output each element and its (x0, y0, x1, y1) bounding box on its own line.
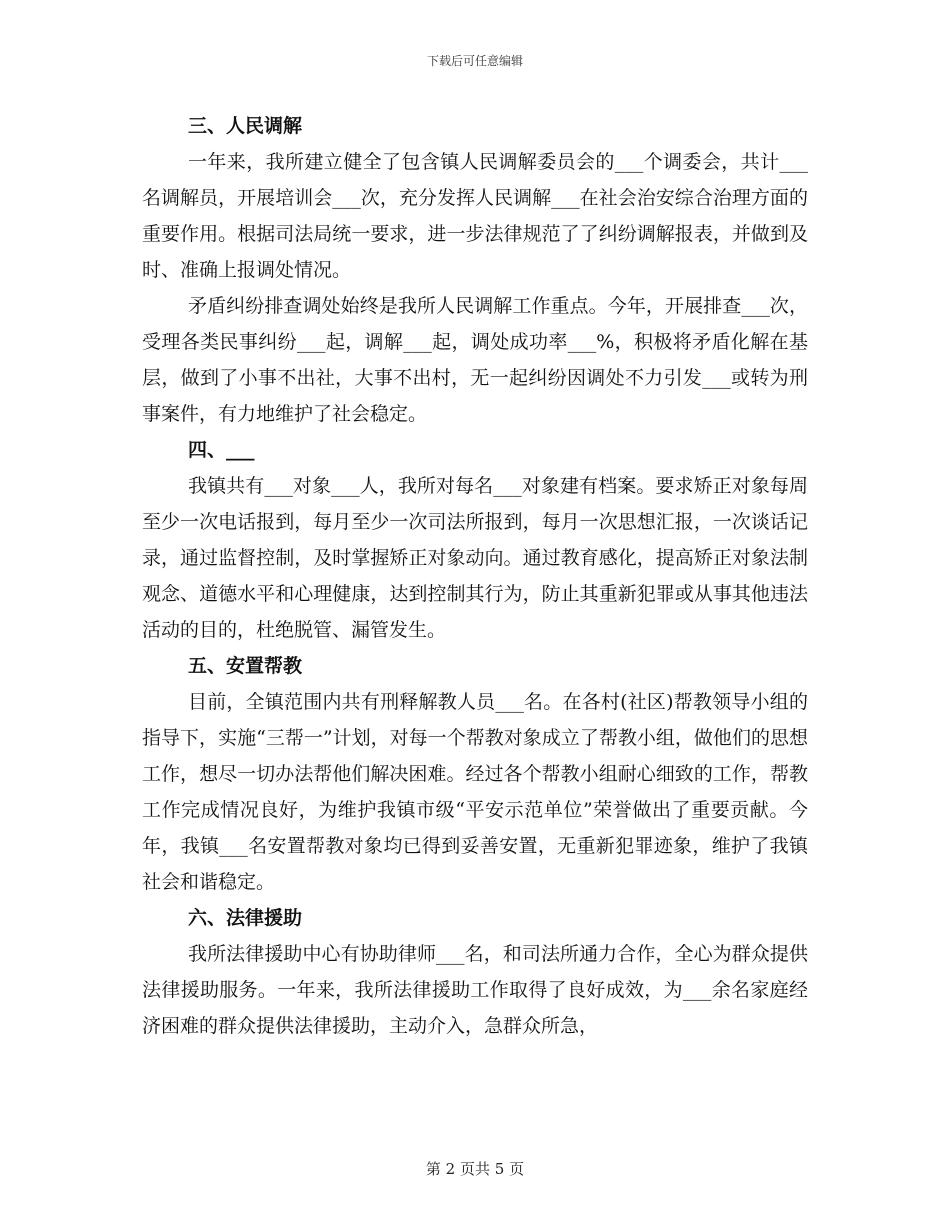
section-heading: 五、安置帮教 (188, 655, 303, 677)
page-footer: 第 2 页共 5 页 (425, 1160, 525, 1178)
paragraph: 目前，全镇范围内共有刑释解教人员___名。在各村(社区)帮教领导小组的指导下，实施“三帮一”计划，对每一个帮教对象成立了帮教小组，做他们的思想工作，想尽一切办法帮他们解决困难。经过各个帮教小组耐心细致的工作，帮教工作完成情况良好，为维护我镇市级“平安示范单位”荣誉做出了重要贡献。今年，我镇___名安置帮教对象均已得到妥善安置，无重新犯罪迹象，维护了我镇社会和谐稳定。 (142, 691, 808, 893)
section-heading: 六、法律援助 (188, 907, 303, 929)
paragraph: 一年来，我所建立健全了包含镇人民调解委员会的___个调委会，共计___名调解员，开展培训会___次，充分发挥人民调解___在社会治安综合治理方面的重要作用。根据司法局统一要求，进一步法律规范了了纠纷调解报表，并做到及时、准确上报调处情况。 (142, 151, 808, 281)
section-people-mediation (142, 108, 808, 432)
paragraph: 矛盾纠纷排查调处始终是我所人民调解工作重点。今年，开展排查___次，受理各类民事纠纷___起，调解___起，调处成功率___%，积极将矛盾化解在基层，做到了小事不出社，大事不出村，无一起纠纷因调处不力引发___或转为刑事案件，有力地维护了社会稳定。 (142, 295, 808, 425)
section-resettlement (142, 648, 808, 900)
section-legal-aid (142, 900, 808, 1044)
document-body (142, 108, 808, 1044)
section-four (142, 432, 808, 648)
section-heading: 三、人民调解 (188, 115, 303, 137)
paragraph: 我镇共有___对象___人，我所对每名___对象建有档案。要求矫正对象每周至少一次电话报到，每月至少一次司法所报到，每月一次思想汇报，一次谈话记录，通过监督控制，及时掌握矫正对象动向。通过教育感化，提高矫正对象法制观念、道德水平和心理健康，达到控制其行为，防止其重新犯罪或从事其他违法活动的目的，杜绝脱管、漏管发生。 (142, 475, 808, 641)
section-heading: 四、___ (188, 439, 255, 461)
paragraph: 我所法律援助中心有协助律师___名，和司法所通力合作，全心为群众提供法律援助服务。一年来，我所法律援助工作取得了良好成效，为___余名家庭经济困难的群众提供法律援助，主动介入，急群众所急， (142, 943, 808, 1037)
page-header: 下载后可任意编辑 (426, 54, 523, 68)
